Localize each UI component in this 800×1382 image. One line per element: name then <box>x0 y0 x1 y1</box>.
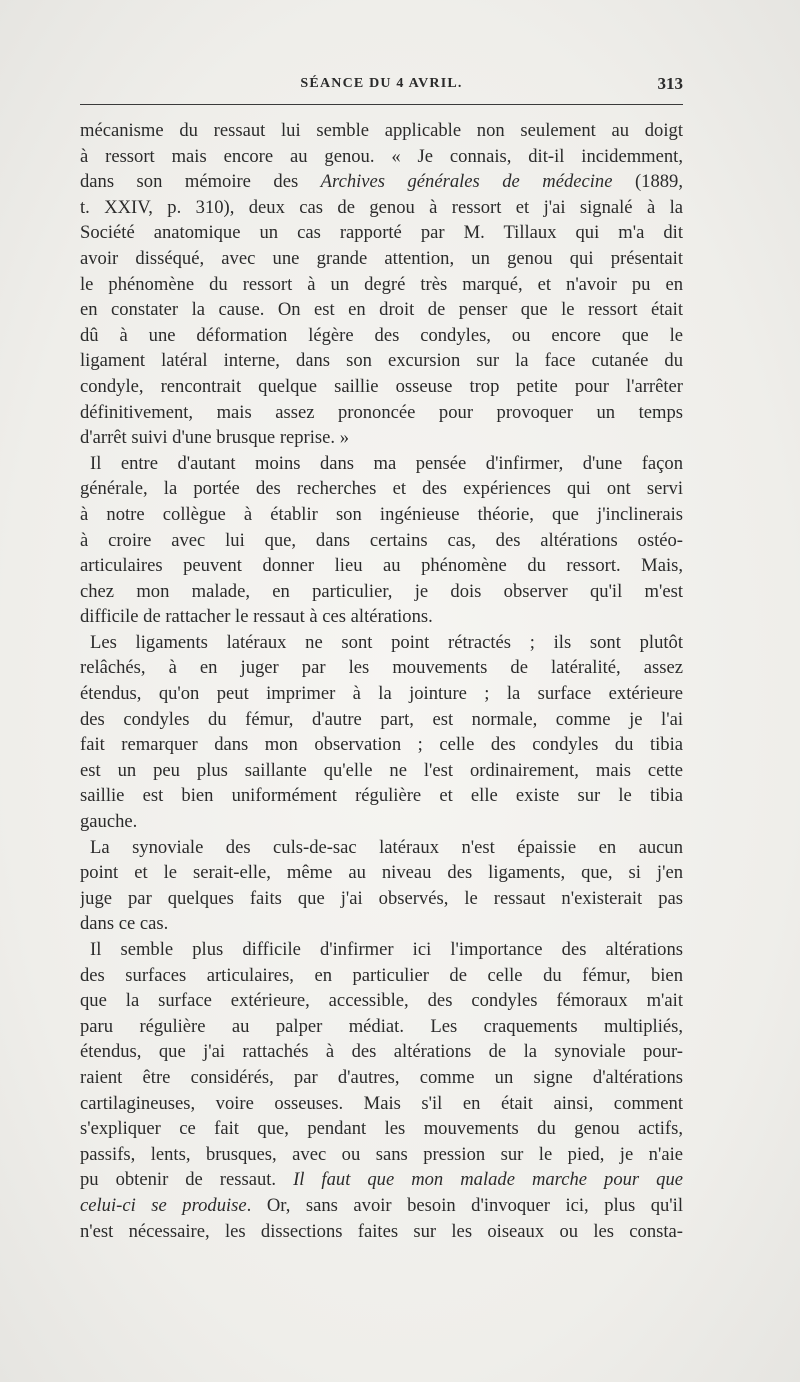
text-line: générale, la portée des recherches et des expériences qui ont servi <box>80 478 683 500</box>
text-line: chez mon malade, en particulier, je dois observer qu'il m'est <box>80 580 683 602</box>
body-text <box>80 118 683 1244</box>
text-line: à ressort mais encore au genou. « Je connais, dit-il incidemment, <box>80 145 683 167</box>
text-line: gauche. <box>80 811 138 833</box>
text-line: à croire avec lui que, dans certains cas, des altérations ostéo- <box>80 529 683 551</box>
text-line: passifs, lents, brusques, avec ou sans pression sur le pied, je n'aie <box>80 1143 683 1165</box>
text-line: t. XXIV, p. 310), deux cas de genou à ressort et j'ai signalé à la <box>80 196 683 218</box>
page-header <box>80 72 683 102</box>
text-line: saillie est bien uniformément régulière et elle existe sur le tibia <box>80 785 683 807</box>
text-line: s'expliquer ce fait que, pendant les mouvements du genou actifs, <box>80 1118 683 1140</box>
text-line: paru régulière au palper médiat. Les craquements multipliés, <box>80 1015 683 1037</box>
running-head: SÉANCE DU 4 AVRIL. <box>300 76 463 91</box>
text-line: celui-ci se produise. Or, sans avoir besoin d'invoquer ici, plus qu'il <box>80 1194 683 1216</box>
text-line: Il entre d'autant moins dans ma pensée d'infirmer, d'une façon <box>90 452 683 474</box>
text-line: n'est nécessaire, les dissections faites sur les oiseaux ou les consta- <box>80 1220 683 1242</box>
text-line: étendus, que j'ai rattachés à des altérations de la synoviale pour- <box>80 1041 683 1063</box>
text-line: ligament latéral interne, dans son excursion sur la face cutanée du <box>80 350 683 372</box>
text-line: dans son mémoire des Archives générales de médecine (1889, <box>80 171 683 193</box>
text-line: mécanisme du ressaut lui semble applicable non seulement au doigt <box>80 120 683 141</box>
text-line: des surfaces articulaires, en particulier de celle du fémur, bien <box>80 964 683 986</box>
text-line: Société anatomique un cas rapporté par M. Tillaux qui m'a dit <box>80 222 683 244</box>
header-rule <box>80 104 683 105</box>
text-line: est un peu plus saillante qu'elle ne l'est ordinairement, mais cette <box>80 759 683 781</box>
text-line: définitivement, mais assez prononcée pour provoquer un temps <box>80 401 683 423</box>
text-line: le phénomène du ressort à un degré très marqué, et n'avoir pu en <box>80 273 683 295</box>
text-line: des condyles du fémur, d'autre part, est normale, comme je l'ai <box>80 708 683 730</box>
text-line: articulaires peuvent donner lieu au phénomène du ressort. Mais, <box>80 555 683 577</box>
text-line: condyle, rencontrait quelque saillie osseuse trop petite pour l'arrêter <box>80 375 683 397</box>
text-line: en constater la cause. On est en droit de penser que le ressort était <box>80 299 683 321</box>
text-line: point et le serait-elle, même au niveau des ligaments, que, si j'en <box>80 862 683 884</box>
text-line: à notre collègue à établir son ingénieuse théorie, que j'inclinerais <box>80 503 683 525</box>
text-line: difficile de rattacher le ressaut à ces altérations. <box>80 606 433 628</box>
text-line: d'arrêt suivi d'une brusque reprise. » <box>80 427 350 449</box>
text-line: cartilagineuses, voire osseuses. Mais s'il en était ainsi, comment <box>80 1092 683 1114</box>
text-line: La synoviale des culs-de-sac latéraux n'est épaissie en aucun <box>90 836 683 858</box>
text-line: avoir disséqué, avec une grande attention, un genou qui présentait <box>80 247 683 269</box>
text-line: relâchés, à en juger par les mouvements de latéralité, assez <box>80 657 683 679</box>
text-line: dû à une déformation légère des condyles, ou encore que le <box>80 324 683 346</box>
page-number: 313 <box>657 74 683 93</box>
text-line: raient être considérés, par d'autres, comme un signe d'altérations <box>80 1066 683 1088</box>
text-line: Les ligaments latéraux ne sont point rétractés ; ils sont plutôt <box>90 631 683 653</box>
text-line: dans ce cas. <box>80 913 169 935</box>
text-line: juge par quelques faits que j'ai observés, le ressaut n'existerait pas <box>80 887 683 909</box>
text-line: fait remarquer dans mon observation ; celle des condyles du tibia <box>80 734 683 756</box>
text-line: que la surface extérieure, accessible, des condyles fémoraux m'ait <box>80 990 683 1012</box>
text-line: étendus, qu'on peut imprimer à la jointure ; la surface extérieure <box>80 683 683 705</box>
text-line: Il semble plus difficile d'infirmer ici l'importance des altérations <box>90 939 683 960</box>
text-line: pu obtenir de ressaut. Il faut que mon malade marche pour que <box>80 1169 683 1191</box>
